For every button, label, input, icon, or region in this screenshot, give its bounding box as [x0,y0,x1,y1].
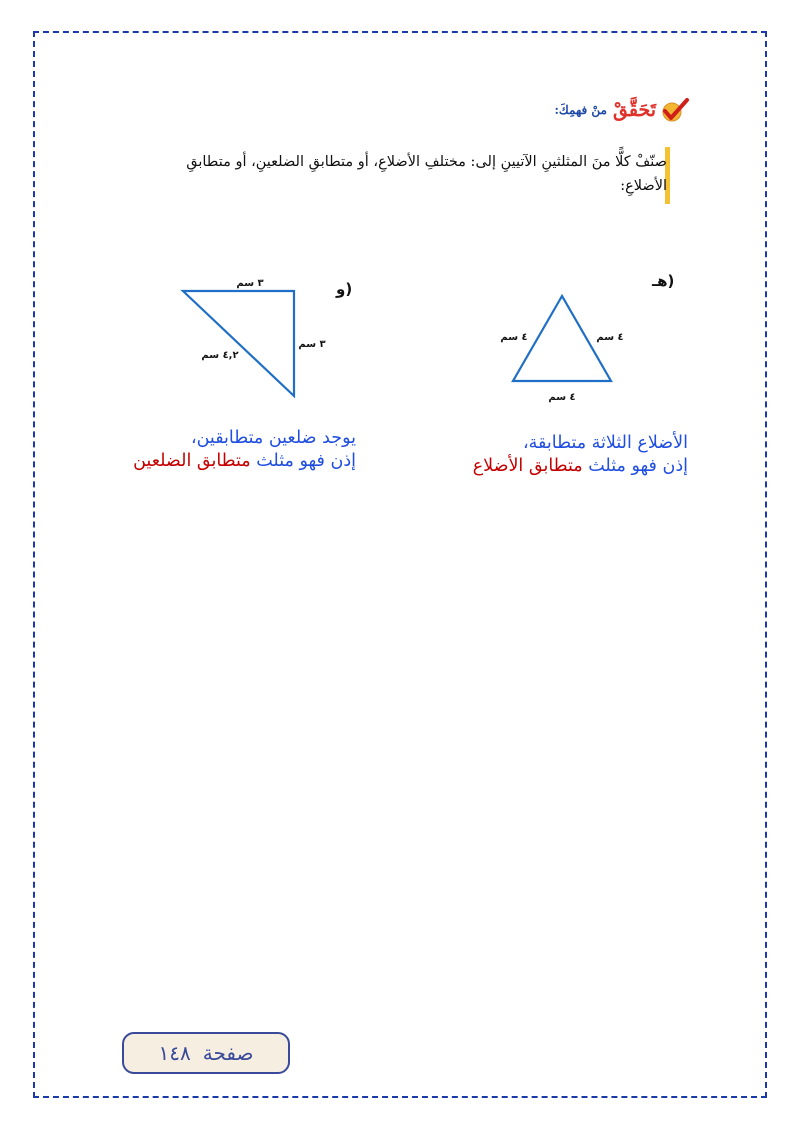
side-label: ٤ سم [500,332,528,343]
section-header [554,97,690,123]
instruction-text: صنّفْ كلًّا منَ المثلثينِ الآتيينِ إلى: مختلفِ الأضلاعِ، أو متطابقِ الضلعينِ، أو متطابقِ الأضلاعِ: [186,154,667,194]
answer-h-line2 [358,455,688,478]
heading-subtitle: منْ فهمِكَ: [554,103,607,117]
answer-w-line1: يوجد ضلعين متطابقين، [190,428,356,448]
page-word: صفحة [202,1041,254,1065]
problem-label-w: و) [336,280,353,298]
answer-w-prefix: إذن فهو مثلث [256,451,356,471]
side-label: ٤,٢ سم [201,350,239,361]
side-label: ٤ سم [596,332,624,343]
answer-h-prefix: إذن فهو مثلث [588,456,688,476]
answer-h-highlight: متطابق الأضلاع [472,456,583,476]
side-label: ٣ سم [236,278,264,289]
triangle-equilateral [480,288,640,408]
answer-h-line1: الأضلاع الثلاثة متطابقة، [523,433,688,453]
side-label: ٣ سم [298,339,326,350]
triangle-isosceles [170,270,353,410]
page-number: ١٤٨ [158,1041,191,1065]
side-label: ٤ سم [548,392,576,403]
problem-label-h: هـ) [652,272,675,290]
answer-h [358,432,688,478]
answer-w-highlight: متطابق الضلعين [133,451,251,471]
page-number-box [122,1032,290,1074]
answer-w-line2 [66,450,356,473]
answer-w [66,427,356,473]
heading-title: تَحَقَّقْ [612,99,656,121]
checkmark-icon [660,97,690,123]
